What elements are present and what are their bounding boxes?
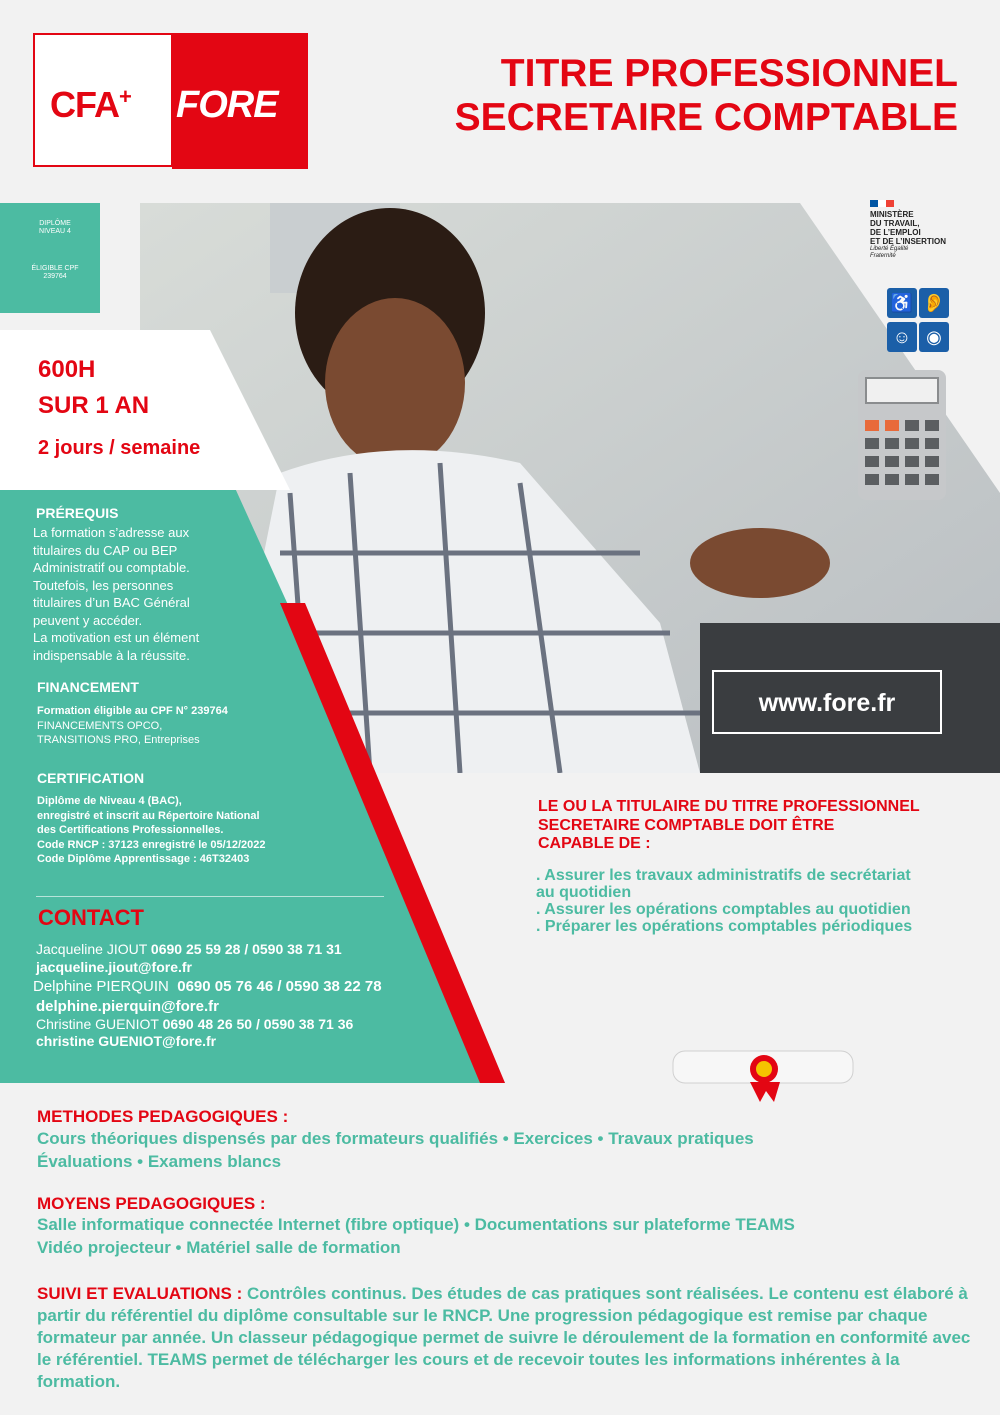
diploma-badge-icon: DIPLÔME NIVEAU 4	[39, 220, 71, 235]
diploma-scroll-icon	[668, 1047, 858, 1102]
logo-cfa-text: CFA+	[50, 84, 131, 125]
contact-person-1: Jacqueline JIOUT 0690 25 59 28 / 0590 38 71 31	[36, 941, 342, 957]
prerequis-title: PRÉREQUIS	[36, 505, 119, 521]
accessibility-icons	[887, 288, 957, 356]
financement-title: FINANCEMENT	[37, 679, 139, 695]
moyens-text: Salle informatique connectée Internet (fibre optique) • Documentations sur plateforme TEAMS Vidéo projecteur • Matériel salle de formation	[37, 1215, 795, 1257]
capable-list: . Assurer les travaux administratifs de secrétariat au quotidien . Assurer les opérations comptables au quotidien . Préparer les opérations comptables périodiques	[536, 867, 913, 935]
methodes-text: Cours théoriques dispensés par des formateurs qualifiés • Exercices • Travaux pratiques Évaluations • Examens blancs	[37, 1129, 754, 1171]
contact-email-3[interactable]: christine GUENIOT@fore.fr	[36, 1033, 217, 1049]
certification-title: CERTIFICATION	[37, 770, 145, 786]
website-link[interactable]: www.fore.fr	[712, 670, 942, 734]
flag-icon	[870, 200, 894, 207]
contact-email-1[interactable]: jacqueline.jiout@fore.fr	[36, 959, 193, 975]
calculator-icon	[858, 370, 946, 500]
divider	[36, 896, 384, 897]
cpf-badge-icon: ÉLIGIBLE CPF 239764	[31, 265, 79, 280]
visual-disability-icon: ◉	[919, 322, 949, 352]
duration-hours: 600H SUR 1 AN	[38, 356, 150, 419]
moyens-title: MOYENS PEDAGOGIQUES :	[37, 1194, 266, 1213]
page-title: TITRE PROFESSIONNEL SECRETAIRE COMPTABLE	[454, 52, 958, 139]
certification-text: Diplôme de Niveau 4 (BAC), enregistré et inscrit au Répertoire National des Certifications Professionnelles. Code RNCP : 37123 enregistré le 05/12/2022 Code Diplôme Apprentissage : 46T32403	[37, 795, 266, 865]
contact-person-3: Christine GUENIOT 0690 48 26 50 / 0590 38 71 36	[36, 1016, 354, 1032]
contact-email-2[interactable]: delphine.pierquin@fore.fr	[36, 998, 219, 1015]
wheelchair-icon: ♿	[887, 288, 917, 318]
hearing-icon: 👂	[919, 288, 949, 318]
financement-text: Formation éligible au CPF N° 239764 FINANCEMENTS OPCO, TRANSITIONS PRO, Entreprises	[37, 705, 228, 746]
contact-person-2: Delphine PIERQUIN 0690 05 76 46 / 0590 38 22 78	[33, 978, 382, 995]
duration-rhythm: 2 jours / semaine	[38, 437, 201, 459]
contact-title: CONTACT	[38, 905, 144, 930]
suivi-evaluations: SUIVI ET EVALUATIONS : Contrôles continus. Des études de cas pratiques sont réalisées. Le contenu est élaboré à partir du référentiel du diplôme consultable sur le RNCP. Une progression pédagogique est remise par chaque formateur par année. Un classeur pédagogique permet de suivre le déroulement de la formation en conformité avec le référentiel. TEAMS permet de télécharger les cours et de recevoir toutes les informations inhérentes à la formation.	[37, 1284, 971, 1391]
ministere-logo: MINISTÈRE DU TRAVAIL, DE L’EMPLOI ET DE L’INSERTION Liberté Égalité Fraternité	[870, 210, 947, 259]
capable-title: LE OU LA TITULAIRE DU TITRE PROFESSIONNEL SECRETAIRE COMPTABLE DOIT ÊTRE CAPABLE DE :	[538, 798, 920, 852]
prerequis-text: La formation s’adresse aux titulaires du CAP ou BEP Administratif ou comptable. Toutefois, les personnes titulaires d’un BAC Général peuvent y accéder. La motivation est un élément indispensable à la réussite.	[33, 525, 200, 663]
logo-fore-text: FORE	[176, 84, 278, 126]
methodes-title: METHODES PEDAGOGIQUES :	[37, 1107, 289, 1126]
mental-disability-icon: ☺	[887, 322, 917, 352]
